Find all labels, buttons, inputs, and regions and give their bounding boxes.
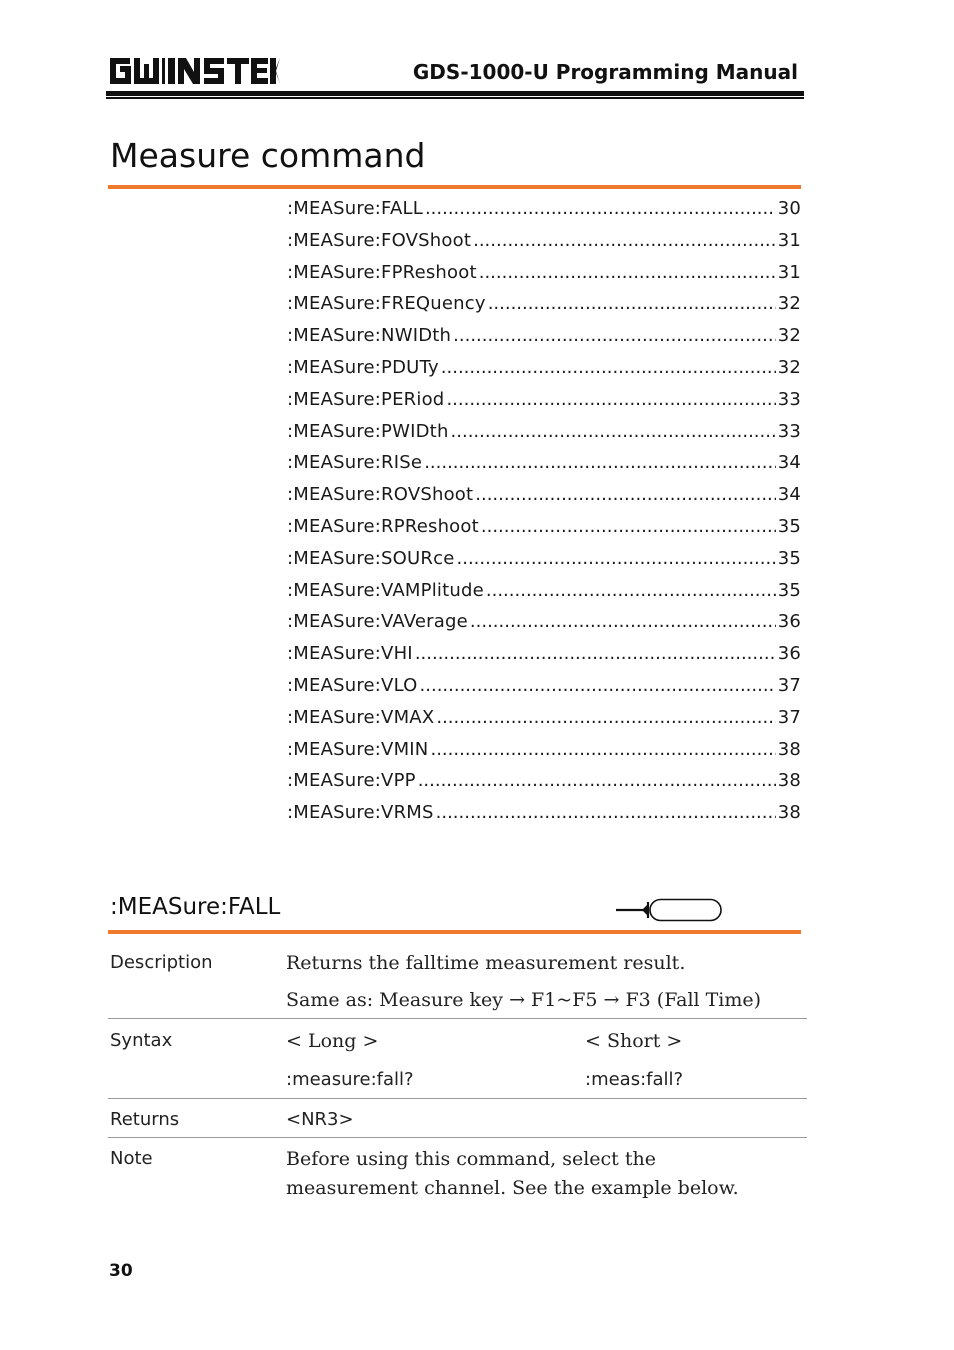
toc-command: :MEASure:VMIN xyxy=(287,738,429,760)
returns-value: <NR3> xyxy=(286,1109,354,1130)
toc-leader xyxy=(415,643,776,664)
toc-entry[interactable] xyxy=(287,293,801,325)
toc-command: :MEASure:VAVerage xyxy=(287,611,468,633)
header-rule xyxy=(106,91,804,96)
toc-entry[interactable] xyxy=(287,770,801,802)
toc-page: 36 xyxy=(777,611,801,633)
toc-entry[interactable] xyxy=(287,580,801,612)
toc-command: :MEASure:FOVShoot xyxy=(287,229,472,251)
toc-page: 38 xyxy=(777,802,801,824)
manual-title: GDS-1000-U Programming Manual xyxy=(412,60,798,84)
toc-command: :MEASure:PWIDth xyxy=(287,420,449,442)
query-arrow-icon xyxy=(614,897,724,923)
toc-leader xyxy=(424,452,776,473)
toc-entry[interactable] xyxy=(287,675,801,707)
toc-page: 33 xyxy=(777,420,801,442)
toc-entry[interactable] xyxy=(287,357,801,389)
toc-entry[interactable] xyxy=(287,548,801,580)
command-heading-underline xyxy=(108,930,801,934)
toc-page: 38 xyxy=(777,738,801,760)
toc-leader xyxy=(470,611,776,632)
toc-command: :MEASure:SOURce xyxy=(287,547,455,569)
toc-command: :MEASure:NWIDth xyxy=(287,325,452,347)
toc-leader xyxy=(475,484,775,505)
toc-command: :MEASure:PDUTy xyxy=(287,356,439,378)
toc-leader xyxy=(488,293,776,314)
toc-page: 38 xyxy=(777,770,801,792)
toc-entry[interactable] xyxy=(287,198,801,230)
toc-leader xyxy=(420,675,776,696)
toc-page: 31 xyxy=(777,229,801,251)
gw-instek-logo xyxy=(108,50,280,90)
toc-entry[interactable] xyxy=(287,262,801,294)
note-text-line1: Before using this command, select the xyxy=(286,1148,656,1170)
toc-leader xyxy=(441,357,776,378)
syntax-long-header: < Long > xyxy=(286,1030,379,1052)
toc-entry[interactable] xyxy=(287,516,801,548)
syntax-short-header: < Short > xyxy=(585,1030,683,1052)
toc-command: :MEASure:RPReshoot xyxy=(287,515,479,537)
syntax-long: :measure:fall? xyxy=(286,1069,414,1090)
syntax-label: Syntax xyxy=(110,1030,173,1051)
toc-leader xyxy=(481,516,776,537)
toc-page: 32 xyxy=(777,325,801,347)
toc-command: :MEASure:ROVShoot xyxy=(287,484,474,506)
note-text-line2: measurement channel. See the example below. xyxy=(286,1177,739,1199)
description-equivalent: Same as: Measure key → F1~F5 → F3 (Fall Time) xyxy=(286,989,762,1011)
description-label: Description xyxy=(110,952,213,973)
toc-page: 35 xyxy=(777,579,801,601)
toc-page: 32 xyxy=(777,356,801,378)
toc-entry[interactable] xyxy=(287,230,801,262)
toc-leader xyxy=(473,230,776,251)
toc-page: 31 xyxy=(777,261,801,283)
row-divider xyxy=(108,1018,807,1019)
toc-page: 32 xyxy=(777,293,801,315)
toc-page: 35 xyxy=(777,515,801,537)
toc-command: :MEASure:FREQuency xyxy=(287,293,486,315)
toc-leader xyxy=(436,802,776,823)
toc-leader xyxy=(457,548,776,569)
row-divider xyxy=(108,1098,807,1099)
toc-command: :MEASure:VLO xyxy=(287,674,418,696)
toc-entry[interactable] xyxy=(287,643,801,675)
toc-page: 35 xyxy=(777,547,801,569)
toc-entry[interactable] xyxy=(287,802,801,834)
toc-entry[interactable] xyxy=(287,739,801,771)
toc-entry[interactable] xyxy=(287,325,801,357)
section-title: Measure command xyxy=(110,136,426,175)
header-rule-thin xyxy=(106,97,804,99)
toc-command: :MEASure:VAMPlitude xyxy=(287,579,484,601)
syntax-short: :meas:fall? xyxy=(585,1069,684,1090)
toc-leader xyxy=(446,389,775,410)
page-number: 30 xyxy=(109,1261,133,1281)
toc-command: :MEASure:PERiod xyxy=(287,388,445,410)
toc-entry[interactable] xyxy=(287,452,801,484)
toc-page: 36 xyxy=(777,643,801,665)
toc-page: 30 xyxy=(777,198,801,219)
row-divider xyxy=(108,1137,807,1138)
note-label: Note xyxy=(110,1148,153,1169)
toc-leader xyxy=(430,739,775,760)
toc-leader xyxy=(425,198,776,219)
toc-leader xyxy=(479,262,776,283)
toc-command: :MEASure:VPP xyxy=(287,770,416,792)
toc-page: 33 xyxy=(777,388,801,410)
toc-page: 34 xyxy=(777,484,801,506)
toc-page: 34 xyxy=(777,452,801,474)
toc-leader xyxy=(451,421,776,442)
toc-command: :MEASure:RISe xyxy=(287,452,423,474)
returns-label: Returns xyxy=(110,1109,180,1130)
toc-entry[interactable] xyxy=(287,707,801,739)
toc-page: 37 xyxy=(777,674,801,696)
toc-command: :MEASure:FPReshoot xyxy=(287,261,477,283)
toc-leader xyxy=(418,770,776,791)
description-text: Returns the falltime measurement result. xyxy=(286,952,686,974)
section-title-underline xyxy=(108,185,801,189)
toc-command: :MEASure:VRMS xyxy=(287,802,434,824)
command-heading: :MEASure:FALL xyxy=(110,894,281,920)
toc-command: :MEASure:FALL xyxy=(287,198,423,219)
toc-leader xyxy=(486,580,776,601)
toc-entry[interactable] xyxy=(287,484,801,516)
toc-command: :MEASure:VHI xyxy=(287,643,413,665)
toc-entry[interactable] xyxy=(287,389,801,421)
command-index-list xyxy=(287,198,801,834)
toc-entry[interactable] xyxy=(287,421,801,453)
toc-page: 37 xyxy=(777,706,801,728)
toc-leader xyxy=(453,325,776,346)
toc-leader xyxy=(436,707,775,728)
toc-command: :MEASure:VMAX xyxy=(287,706,435,728)
toc-entry[interactable] xyxy=(287,611,801,643)
